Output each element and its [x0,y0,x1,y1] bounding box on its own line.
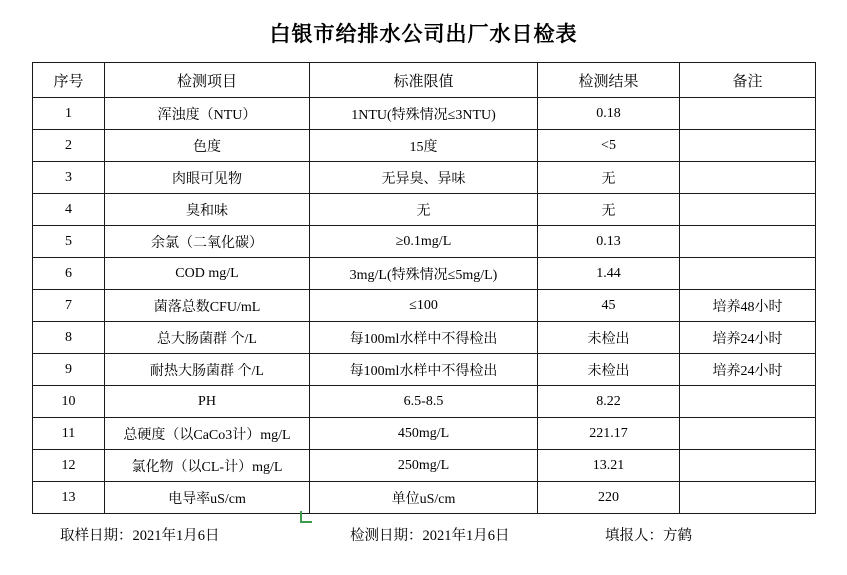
cell-item: 色度 [105,130,310,162]
cell-note [680,194,816,226]
table-header [33,63,816,98]
cell-item: 电导率uS/cm [105,482,310,514]
table-row [33,226,816,258]
cell-result: 0.18 [538,98,680,130]
cell-note [680,162,816,194]
table-row [33,482,816,514]
cell-result: 220 [538,482,680,514]
cell-item: 总硬度（以CaCo3计）mg/L [105,418,310,450]
cell-result: 221.17 [538,418,680,450]
table-row [33,354,816,386]
cell-item: 臭和味 [105,194,310,226]
column-header-no: 序号 [33,63,105,98]
cell-item: 余氯（二氧化碳） [105,226,310,258]
table-row [33,322,816,354]
table-row [33,290,816,322]
table-row [33,98,816,130]
cell-no: 13 [33,482,105,514]
column-header-result: 检测结果 [538,63,680,98]
table-container [0,62,847,514]
cell-std: 单位uS/cm [310,482,538,514]
cell-item: PH [105,386,310,418]
cell-note [680,130,816,162]
cell-note: 培养48小时 [680,290,816,322]
table-row [33,258,816,290]
cell-note [680,386,816,418]
cell-note [680,450,816,482]
cell-no: 2 [33,130,105,162]
cell-no: 5 [33,226,105,258]
cell-std: 6.5-8.5 [310,386,538,418]
cell-note [680,226,816,258]
reporter: 填报人：方鹤 [605,528,692,544]
cell-std: 3mg/L(特殊情况≤5mg/L) [310,258,538,290]
cell-item: 浑浊度（NTU） [105,98,310,130]
cell-no: 9 [33,354,105,386]
cell-std: 450mg/L [310,418,538,450]
cell-no: 11 [33,418,105,450]
cell-note [680,482,816,514]
cell-no: 4 [33,194,105,226]
cell-result: 1.44 [538,258,680,290]
table-row [33,450,816,482]
column-header-std: 标准限值 [310,63,538,98]
sample-date: 取样日期：2021年1月6日 [60,528,220,544]
cell-no: 3 [33,162,105,194]
cell-no: 7 [33,290,105,322]
cell-result: 8.22 [538,386,680,418]
cell-item: 菌落总数CFU/mL [105,290,310,322]
cell-item: 总大肠菌群 个/L [105,322,310,354]
water-quality-table [32,62,816,514]
table-row [33,418,816,450]
cell-std: 1NTU(特殊情况≤3NTU) [310,98,538,130]
cell-result: 0.13 [538,226,680,258]
cell-item: 氯化物（以CL-计）mg/L [105,450,310,482]
cell-no: 12 [33,450,105,482]
table-row [33,130,816,162]
table-body [33,98,816,514]
cell-no: 8 [33,322,105,354]
cell-std: 无异臭、异味 [310,162,538,194]
cell-std: 每100ml水样中不得检出 [310,354,538,386]
cell-no: 10 [33,386,105,418]
cell-result: 无 [538,162,680,194]
cell-note [680,258,816,290]
cell-result: 45 [538,290,680,322]
cell-std: 15度 [310,130,538,162]
table-row [33,194,816,226]
table-row [33,386,816,418]
cell-item: 肉眼可见物 [105,162,310,194]
table-row [33,162,816,194]
cell-result: 未检出 [538,354,680,386]
cell-no: 1 [33,98,105,130]
cell-std: 每100ml水样中不得检出 [310,322,538,354]
cell-note [680,418,816,450]
column-header-note: 备注 [680,63,816,98]
cell-result: <5 [538,130,680,162]
page-title: 白银市给排水公司出厂水日检表 [269,22,578,46]
cell-item: COD mg/L [105,258,310,290]
cell-no: 6 [33,258,105,290]
cell-result: 13.21 [538,450,680,482]
test-date: 检测日期：2021年1月6日 [350,528,510,544]
cell-std: 无 [310,194,538,226]
cell-note [680,98,816,130]
crop-corner-marker [300,511,312,523]
column-header-item: 检测项目 [105,63,310,98]
cell-std: ≤100 [310,290,538,322]
cell-item: 耐热大肠菌群 个/L [105,354,310,386]
cell-result: 未检出 [538,322,680,354]
cell-note: 培养24小时 [680,354,816,386]
footer [0,514,847,545]
table-header-row [33,63,816,98]
cell-result: 无 [538,194,680,226]
cell-note: 培养24小时 [680,322,816,354]
cell-std: 250mg/L [310,450,538,482]
cell-std: ≥0.1mg/L [310,226,538,258]
